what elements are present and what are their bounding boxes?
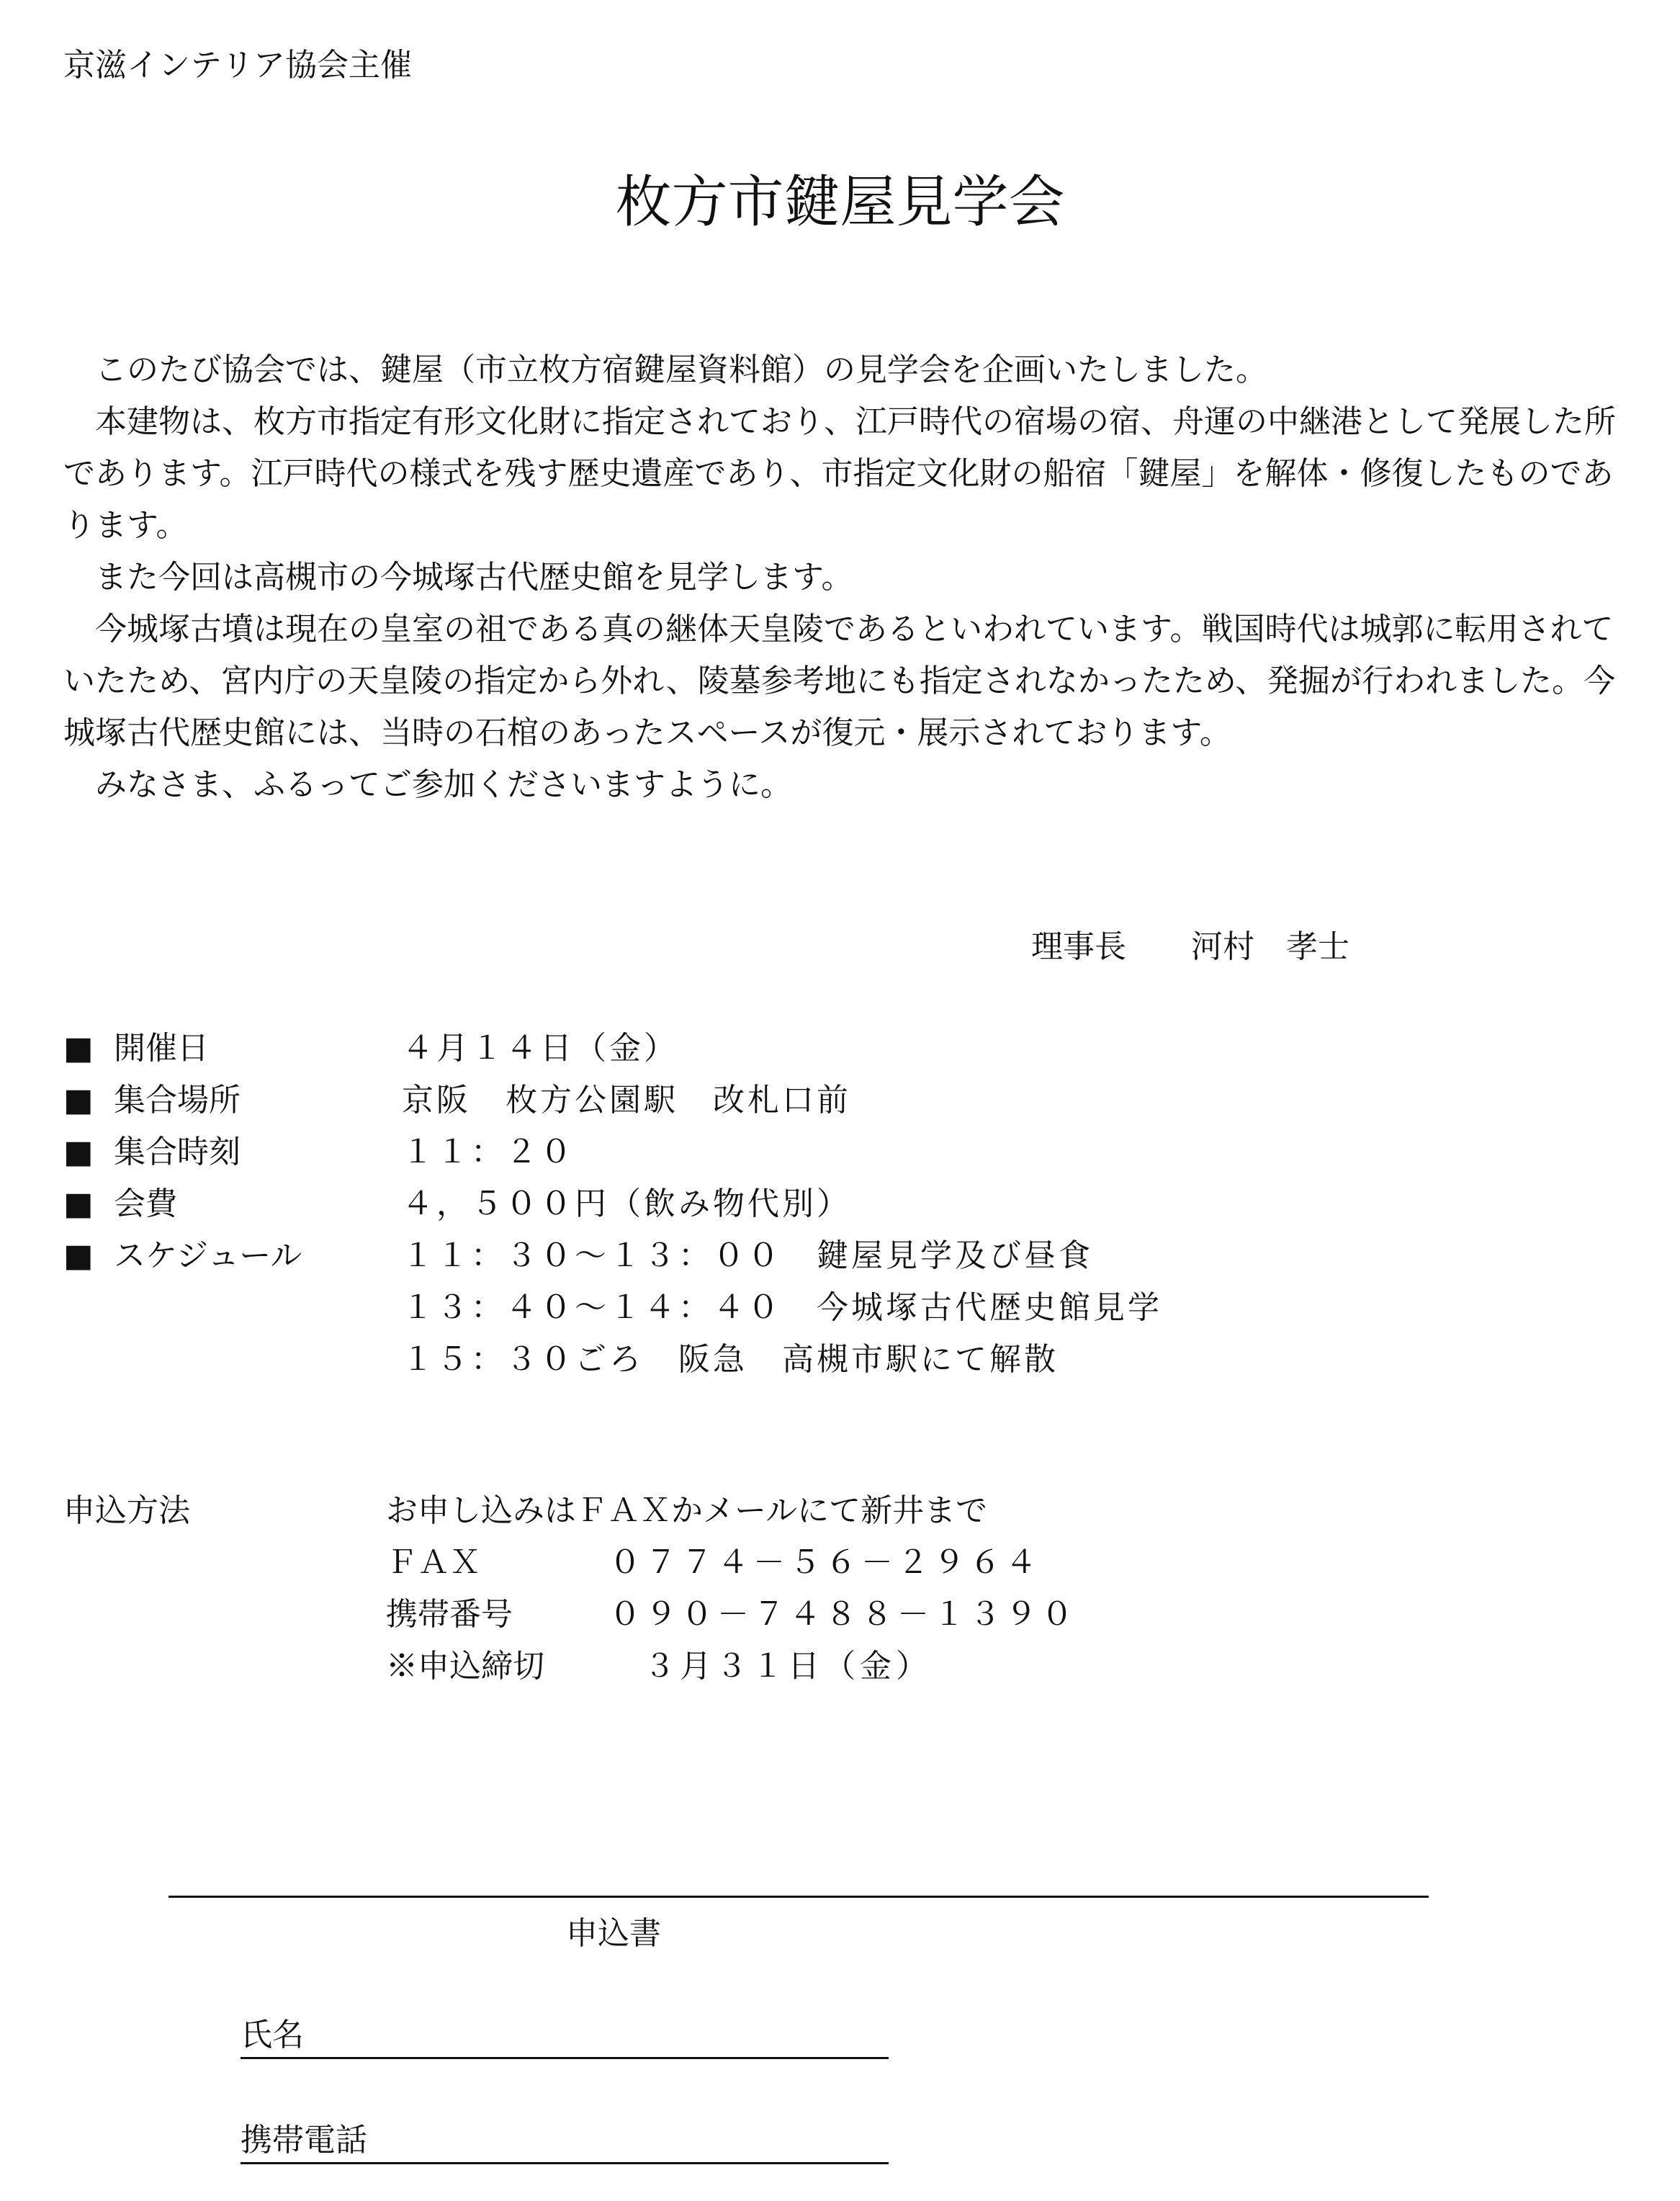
application-row-fax (63, 1537, 1077, 1589)
signature-given-name: 孝士 (1286, 928, 1349, 965)
detail-row-schedule (63, 1230, 1162, 1386)
detail-value: 京阪 枚方公園駅 改札口前 (402, 1082, 851, 1119)
bullet-icon: ■ (63, 1082, 94, 1119)
application-intro: お申し込みはＦＡＸかメールにて新井まで (386, 1492, 988, 1529)
paragraph: また今回は高槻市の今城塚古代歴史館を見学します。 (95, 559, 853, 596)
phone-label: 携帯番号 (386, 1596, 513, 1633)
page-title: 枚方市鍵屋見学会 (615, 170, 1065, 235)
detail-row-time (63, 1126, 1162, 1178)
name-field[interactable] (241, 2014, 889, 2059)
form-divider (169, 1896, 1429, 1898)
fax-number: ０７７４－５６－２９６４ (609, 1544, 1041, 1581)
paragraph: このたび協会では、鍵屋（市立枚方宿鍵屋資料館）の見学会を企画いたしました。 (95, 351, 1267, 388)
signature-role: 理事長 (1031, 928, 1126, 965)
detail-value: ４月１４日（金） (402, 1030, 678, 1067)
phone-number: ０９０－７４８８－１３９０ (609, 1596, 1077, 1633)
schedule-list (402, 1230, 1162, 1386)
schedule-item: １５：３０ごろ 阪急 高槻市駅にて解散 (402, 1341, 1059, 1378)
application-row-intro (63, 1485, 1077, 1537)
spacer (63, 1537, 386, 1589)
detail-label: スケジュール (114, 1237, 302, 1274)
paragraph: 今城塚古墳は現在の皇室の祖である真の継体天皇陵であるといわれています。戦国時代は城郭に転用されていたため、宮内庁の天皇陵の指定から外れ、陵墓参考地にも指定されなかったため、発掘が行われました。今城塚古代歴史館には、当時の石棺のあったスペースが復元・展示されております。 (63, 611, 1616, 751)
detail-label: 会費 (114, 1185, 177, 1222)
schedule-item: １１：３０～１３：００ 鍵屋見学及び昼食 (402, 1237, 1093, 1274)
paragraph: みなさま、ふるってご参加くださいますように。 (95, 766, 792, 803)
signature (1031, 920, 1349, 967)
detail-label: 開催日 (114, 1030, 209, 1067)
bullet-icon: ■ (63, 1237, 94, 1274)
application-section (63, 1485, 1077, 1693)
fax-label: ＦＡＸ (386, 1544, 481, 1581)
paragraph: 本建物は、枚方市指定有形文化財に指定されており、江戸時代の宿場の宿、舟運の中継港として発展した所であります。江戸時代の様式を残す歴史遺産であり、市指定文化財の船宿「鍵屋」を解体・修復したものであります。 (63, 403, 1616, 544)
detail-value: ４，５００円（飲み物代別） (402, 1185, 851, 1222)
bullet-icon: ■ (63, 1134, 94, 1170)
application-label: 申込方法 (63, 1492, 190, 1529)
form-title: 申込書 (566, 1915, 661, 1952)
event-details (63, 1023, 1162, 1386)
detail-value: １１：２０ (402, 1134, 575, 1170)
deadline-label: ※申込締切 (386, 1648, 544, 1685)
mobile-phone-field[interactable] (241, 2119, 889, 2164)
bullet-icon: ■ (63, 1030, 94, 1067)
detail-label: 集合場所 (114, 1082, 241, 1119)
detail-label: 集合時刻 (114, 1134, 241, 1170)
spacer (63, 1641, 386, 1693)
organizer-label: 京滋インテリア協会主催 (63, 47, 412, 84)
signature-family-name: 河村 (1191, 928, 1254, 965)
detail-row-date (63, 1023, 1162, 1075)
application-row-phone (63, 1589, 1077, 1641)
deadline-date: ３月３１日（金） (644, 1648, 932, 1685)
detail-row-place (63, 1075, 1162, 1126)
spacer (63, 1589, 386, 1641)
name-field-label: 氏名 (241, 2017, 304, 2053)
application-row-deadline (63, 1641, 1077, 1693)
detail-row-fee (63, 1178, 1162, 1230)
schedule-item: １３：４０～１４：４０ 今城塚古代歴史館見学 (402, 1289, 1162, 1326)
intro-body (63, 344, 1633, 811)
mobile-phone-field-label: 携帯電話 (241, 2122, 367, 2159)
bullet-icon: ■ (63, 1185, 94, 1222)
